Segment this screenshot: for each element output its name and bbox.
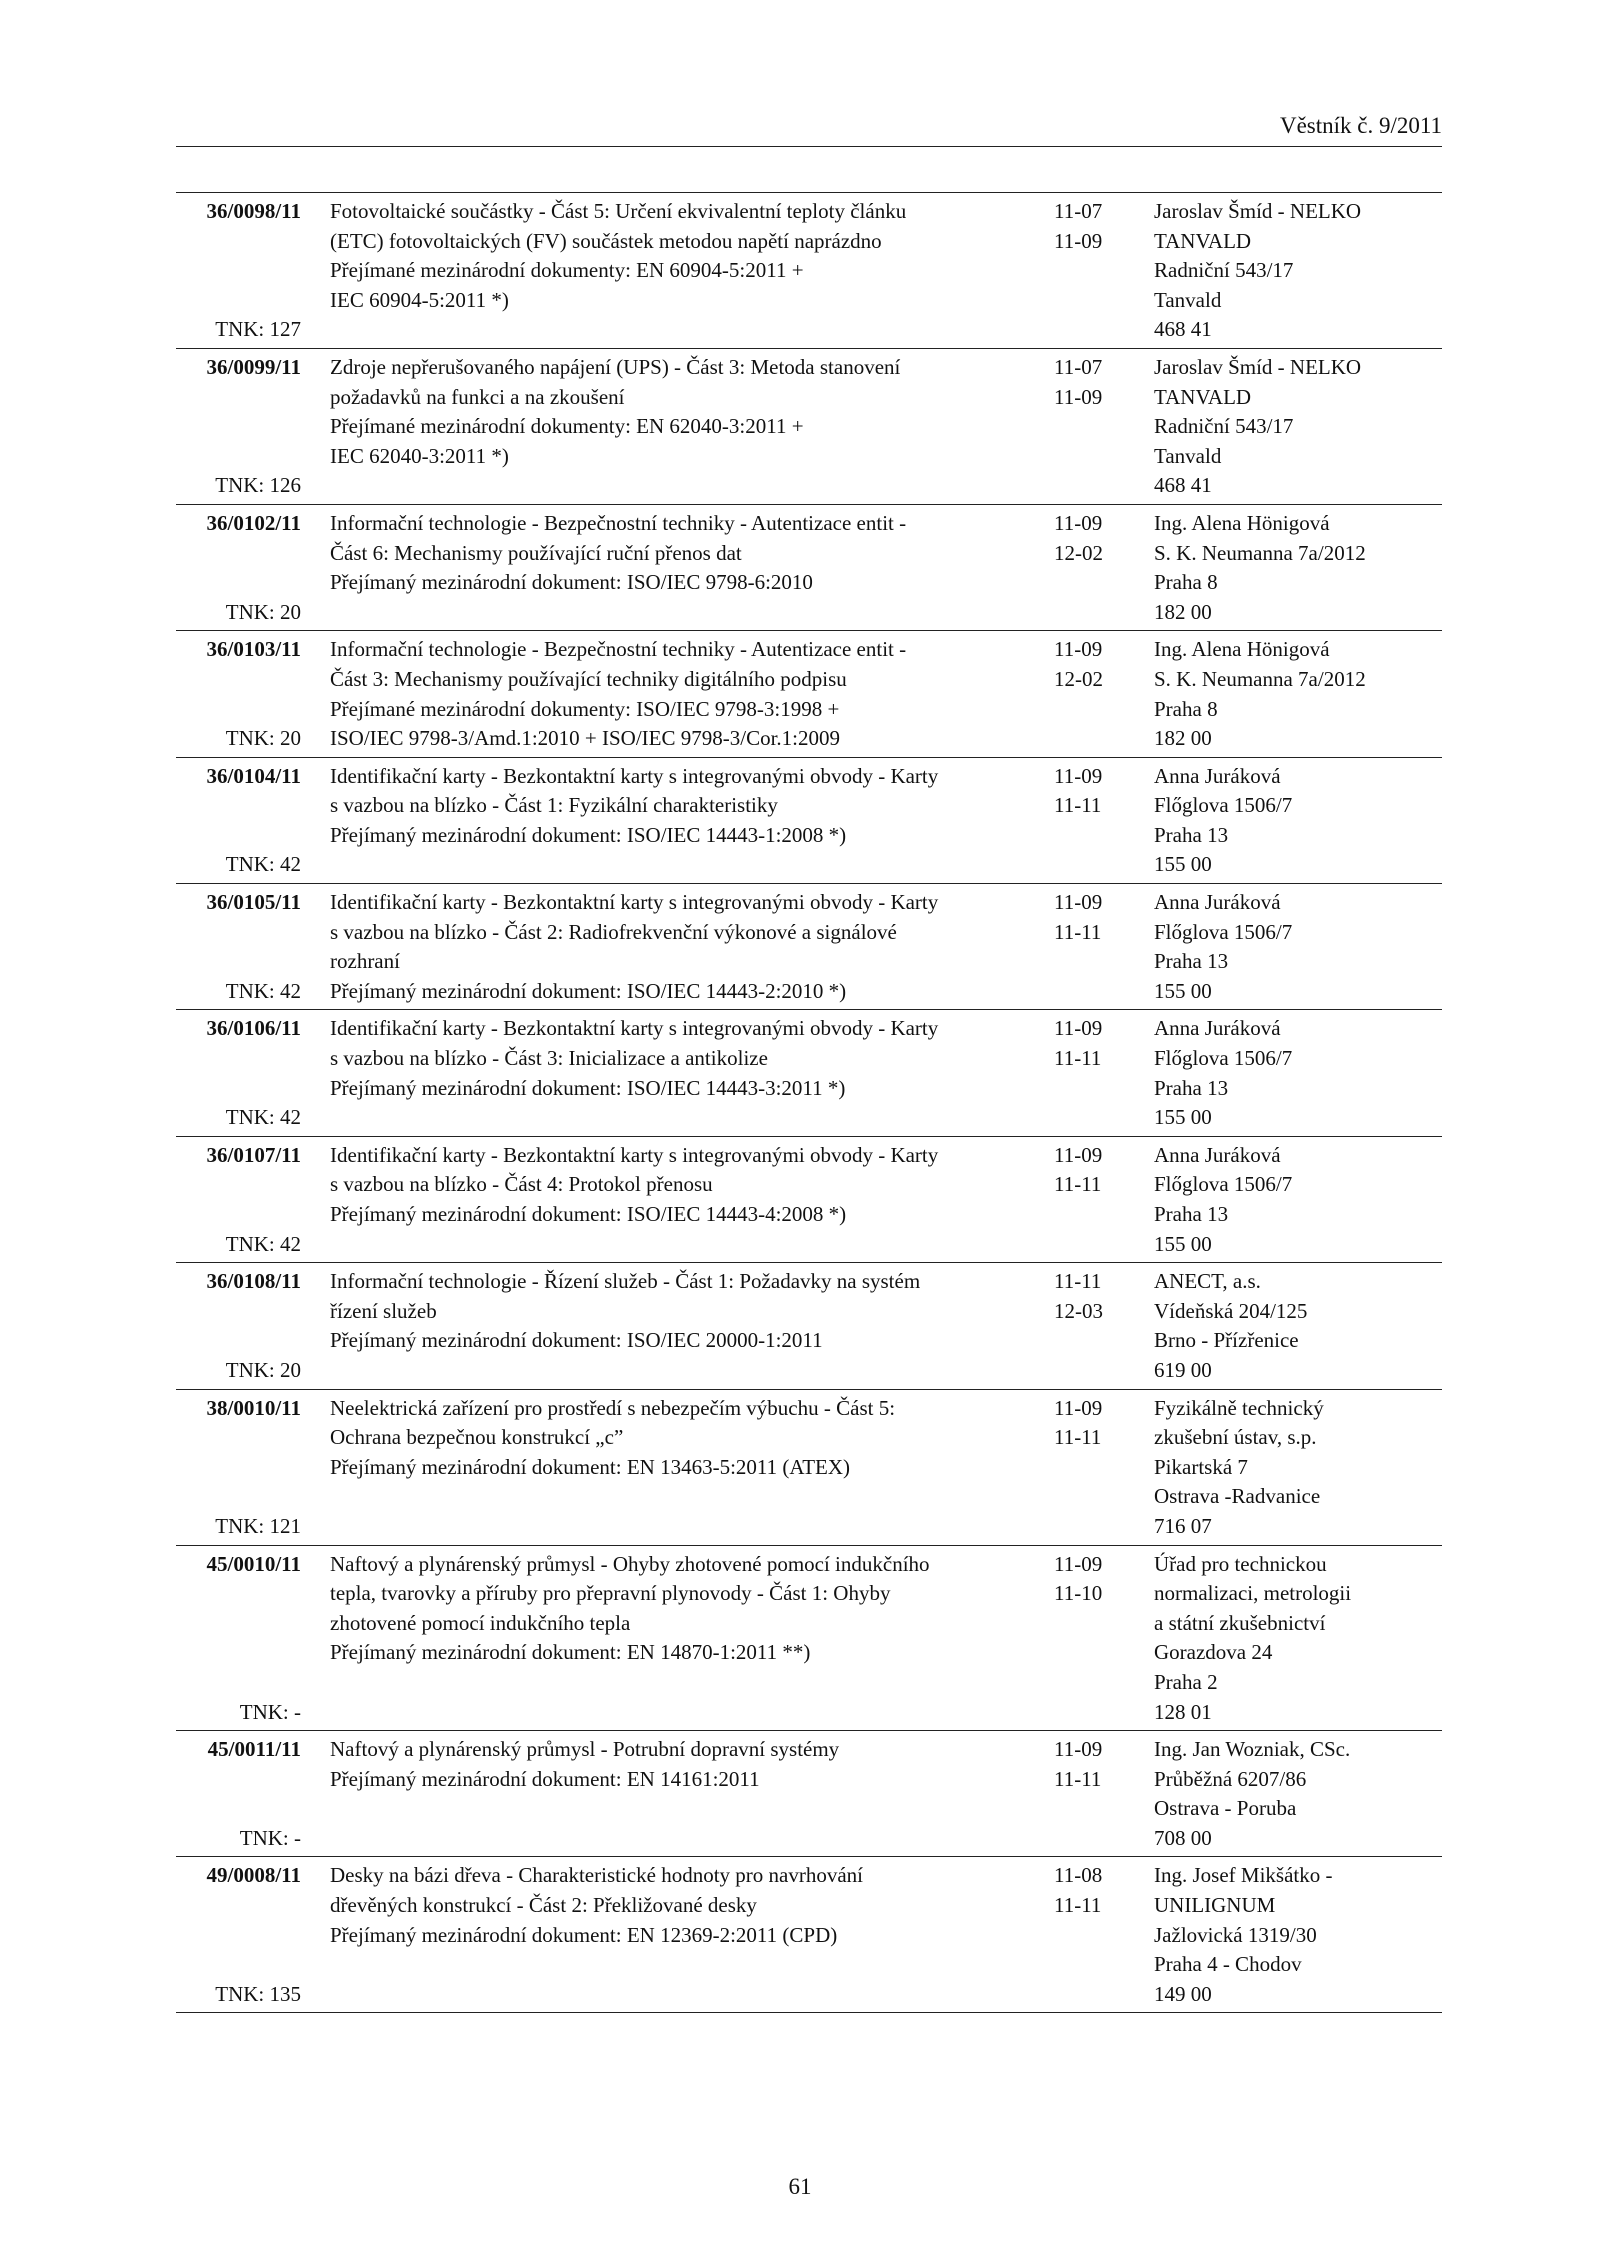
address-line: Jažlovická 1319/30 bbox=[1154, 1922, 1317, 1947]
title-line: Naftový a plynárenský průmysl - Potrubní dopravní systémy bbox=[330, 1737, 840, 1762]
standard-id-cell bbox=[176, 1141, 301, 1259]
title-line: IEC 62040-3:2011 *) bbox=[330, 443, 509, 468]
address-line: normalizaci, metrologii bbox=[1154, 1581, 1352, 1606]
date-line: 11-11 bbox=[1054, 793, 1102, 818]
table-row bbox=[176, 884, 1442, 1010]
standard-number: 36/0105/11 bbox=[206, 890, 301, 915]
date-line: 11-11 bbox=[1054, 1893, 1102, 1918]
standard-number: 45/0011/11 bbox=[207, 1737, 301, 1762]
address-line: Ing. Josef Mikšátko - bbox=[1154, 1863, 1333, 1888]
address-line: 619 00 bbox=[1154, 1357, 1212, 1382]
processor-address-cell bbox=[1154, 1735, 1442, 1853]
standard-number: 38/0010/11 bbox=[206, 1395, 301, 1420]
dates-cell bbox=[1054, 635, 1154, 753]
table-row bbox=[176, 505, 1442, 631]
address-line: Flőglova 1506/7 bbox=[1154, 1172, 1293, 1197]
standard-id-cell bbox=[176, 1394, 301, 1542]
table-row bbox=[176, 1137, 1442, 1263]
address-line: 468 41 bbox=[1154, 317, 1212, 342]
date-line: 12-02 bbox=[1054, 666, 1103, 691]
table-row bbox=[176, 349, 1442, 505]
address-line: Praha 4 - Chodov bbox=[1154, 1952, 1302, 1977]
address-line: Praha 13 bbox=[1154, 1202, 1229, 1226]
tnk-label: TNK: 20 bbox=[225, 599, 301, 624]
title-line: Informační technologie - Bezpečnostní techniky - Autentizace entit - bbox=[330, 510, 907, 535]
table-row bbox=[176, 1010, 1442, 1136]
standards-table bbox=[176, 192, 1442, 2013]
standard-title-cell bbox=[330, 1141, 1024, 1259]
title-line: Desky na bázi dřeva - Charakteristické hodnoty pro navrhování bbox=[330, 1863, 863, 1888]
standard-number: 36/0099/11 bbox=[206, 354, 301, 379]
address-line: Praha 13 bbox=[1154, 1075, 1229, 1100]
address-line: UNILIGNUM bbox=[1154, 1893, 1276, 1918]
title-line: Zdroje nepřerušovaného napájení (UPS) - Část 3: Metoda stanovení bbox=[330, 354, 901, 379]
table-row bbox=[176, 193, 1442, 349]
processor-address-cell bbox=[1154, 353, 1442, 501]
dates-cell bbox=[1054, 1267, 1154, 1385]
tnk-label: TNK: 20 bbox=[225, 726, 301, 751]
title-line: požadavků na funkci a na zkoušení bbox=[330, 384, 625, 409]
date-line: 12-03 bbox=[1054, 1298, 1103, 1323]
address-line: ANECT, a.s. bbox=[1154, 1269, 1261, 1294]
title-line: Část 6: Mechanismy používající ruční přenos dat bbox=[330, 540, 742, 565]
standard-number: 49/0008/11 bbox=[206, 1863, 301, 1888]
table-row bbox=[176, 1857, 1442, 2013]
title-line: (ETC) fotovoltaických (FV) součástek metodou napětí naprázdno bbox=[330, 228, 882, 253]
table-row bbox=[176, 1546, 1442, 1732]
title-line: s vazbou na blízko - Část 4: Protokol přenosu bbox=[330, 1172, 713, 1197]
address-line: Flőglova 1506/7 bbox=[1154, 1046, 1293, 1071]
standard-title-cell bbox=[330, 888, 1024, 1006]
date-line: 11-10 bbox=[1054, 1581, 1103, 1606]
address-line: 182 00 bbox=[1154, 599, 1212, 624]
address-line: 128 01 bbox=[1154, 1699, 1212, 1724]
address-line: 708 00 bbox=[1154, 1825, 1212, 1850]
processor-address-cell bbox=[1154, 1550, 1442, 1728]
address-line: Anna Juráková bbox=[1154, 1016, 1281, 1041]
tnk-label: TNK: 126 bbox=[215, 473, 301, 498]
date-line: 11-09 bbox=[1054, 763, 1103, 788]
tnk-label: TNK: 42 bbox=[225, 978, 301, 1003]
dates-cell bbox=[1054, 509, 1154, 627]
address-line: zkušební ústav, s.p. bbox=[1154, 1425, 1317, 1450]
title-line: tepla, tvarovky a příruby pro přepravní plynovody - Část 1: Ohyby bbox=[330, 1581, 891, 1606]
tnk-label: TNK: 20 bbox=[225, 1357, 301, 1382]
title-line: Informační technologie - Řízení služeb - Část 1: Požadavky na systém bbox=[330, 1269, 921, 1294]
standard-title-cell bbox=[330, 1735, 1024, 1853]
address-line: Flőglova 1506/7 bbox=[1154, 919, 1293, 944]
address-line: Fyzikálně technický bbox=[1154, 1395, 1324, 1420]
date-line: 11-11 bbox=[1054, 1172, 1102, 1197]
address-line: Brno - Přízřenice bbox=[1154, 1328, 1299, 1353]
standard-number: 36/0098/11 bbox=[206, 199, 301, 223]
title-line: ISO/IEC 9798-3/Amd.1:2010 + ISO/IEC 9798-3/Cor.1:2009 bbox=[330, 726, 841, 751]
date-line: 11-11 bbox=[1054, 1046, 1102, 1071]
dates-cell bbox=[1054, 353, 1154, 501]
standard-number: 45/0010/11 bbox=[206, 1551, 301, 1576]
title-line: Přejímaný mezinárodní dokument: EN 14870-1:2011 **) bbox=[330, 1640, 811, 1665]
processor-address-cell bbox=[1154, 1394, 1442, 1542]
standard-number: 36/0108/11 bbox=[206, 1269, 301, 1294]
title-line: zhotovené pomocí indukčního tepla bbox=[330, 1610, 631, 1635]
standard-number: 36/0107/11 bbox=[206, 1142, 301, 1167]
address-line: Radniční 543/17 bbox=[1154, 414, 1294, 439]
tnk-label: TNK: 121 bbox=[215, 1513, 301, 1538]
processor-address-cell bbox=[1154, 1861, 1442, 2009]
address-line: Flőglova 1506/7 bbox=[1154, 793, 1293, 818]
address-line: Ostrava - Poruba bbox=[1154, 1796, 1297, 1821]
address-line: Praha 8 bbox=[1154, 696, 1218, 721]
title-line: Neelektrická zařízení pro prostředí s nebezpečím výbuchu - Část 5: bbox=[330, 1395, 896, 1420]
processor-address-cell bbox=[1154, 762, 1442, 880]
title-line: Ochrana bezpečnou konstrukcí „c” bbox=[330, 1425, 624, 1450]
standard-id-cell bbox=[176, 1735, 301, 1853]
address-line: Praha 13 bbox=[1154, 822, 1229, 847]
standard-title-cell bbox=[330, 1014, 1024, 1132]
date-line: 11-09 bbox=[1054, 1551, 1103, 1576]
title-line: Přejímaný mezinárodní dokument: ISO/IEC 14443-1:2008 *) bbox=[330, 822, 847, 847]
standard-id-cell bbox=[176, 1861, 301, 2009]
address-line: Vídeňská 204/125 bbox=[1154, 1298, 1308, 1323]
address-line: Praha 13 bbox=[1154, 949, 1229, 974]
date-line: 11-09 bbox=[1054, 890, 1103, 915]
standard-id-cell bbox=[176, 635, 301, 753]
address-line: 155 00 bbox=[1154, 852, 1212, 877]
address-line: Praha 2 bbox=[1154, 1669, 1218, 1694]
title-line: Část 3: Mechanismy používající techniky digitálního podpisu bbox=[330, 666, 847, 691]
table-row bbox=[176, 1731, 1442, 1857]
tnk-label: TNK: 135 bbox=[215, 1981, 301, 2006]
standard-title-cell bbox=[330, 762, 1024, 880]
address-line: TANVALD bbox=[1154, 228, 1252, 253]
address-line: Ing. Alena Hönigová bbox=[1154, 637, 1330, 662]
standard-number: 36/0102/11 bbox=[206, 510, 301, 535]
date-line: 11-09 bbox=[1054, 384, 1103, 409]
address-line: Anna Juráková bbox=[1154, 1142, 1281, 1167]
page-number: 61 bbox=[788, 2174, 812, 2199]
address-line: 468 41 bbox=[1154, 473, 1212, 498]
standard-id-cell bbox=[176, 1550, 301, 1728]
title-line: Přejímaný mezinárodní dokument: EN 12369-2:2011 (CPD) bbox=[330, 1922, 838, 1947]
address-line: 155 00 bbox=[1154, 978, 1212, 1003]
standard-id-cell bbox=[176, 1014, 301, 1132]
title-line: Informační technologie - Bezpečnostní techniky - Autentizace entit - bbox=[330, 637, 907, 662]
address-line: 716 07 bbox=[1154, 1513, 1212, 1538]
date-line: 11-11 bbox=[1054, 1269, 1102, 1294]
dates-cell bbox=[1054, 1141, 1154, 1259]
address-line: Ing. Jan Wozniak, CSc. bbox=[1154, 1737, 1351, 1762]
processor-address-cell bbox=[1154, 635, 1442, 753]
date-line: 11-09 bbox=[1054, 228, 1103, 253]
standard-title-cell bbox=[330, 635, 1024, 753]
standard-title-cell bbox=[330, 197, 1024, 345]
title-line: Identifikační karty - Bezkontaktní karty s integrovanými obvody - Karty bbox=[330, 763, 939, 788]
tnk-label: TNK: 42 bbox=[225, 852, 301, 877]
dates-cell bbox=[1054, 1735, 1154, 1853]
tnk-label: TNK: - bbox=[239, 1699, 301, 1724]
title-line: s vazbou na blízko - Část 2: Radiofrekvenční výkonové a signálové bbox=[330, 919, 897, 944]
standard-number: 36/0106/11 bbox=[206, 1016, 301, 1041]
date-line: 11-09 bbox=[1054, 1737, 1103, 1762]
standard-title-cell bbox=[330, 1394, 1024, 1542]
address-line: Gorazdova 24 bbox=[1154, 1640, 1273, 1665]
table-row bbox=[176, 1263, 1442, 1389]
title-line: Identifikační karty - Bezkontaktní karty s integrovanými obvody - Karty bbox=[330, 1016, 939, 1041]
standard-title-cell bbox=[330, 509, 1024, 627]
address-line: Pikartská 7 bbox=[1154, 1454, 1248, 1479]
title-line: s vazbou na blízko - Část 3: Inicializace a antikolize bbox=[330, 1046, 768, 1071]
title-line: Identifikační karty - Bezkontaktní karty s integrovanými obvody - Karty bbox=[330, 890, 939, 915]
title-line: řízení služeb bbox=[330, 1298, 437, 1323]
standard-id-cell bbox=[176, 888, 301, 1006]
standard-title-cell bbox=[330, 1267, 1024, 1385]
standard-number: 36/0103/11 bbox=[206, 637, 301, 662]
title-line: dřevěných konstrukcí - Část 2: Překližované desky bbox=[330, 1893, 757, 1918]
processor-address-cell bbox=[1154, 1267, 1442, 1385]
title-line: rozhraní bbox=[330, 949, 400, 974]
address-line: TANVALD bbox=[1154, 384, 1252, 409]
address-line: Průběžná 6207/86 bbox=[1154, 1766, 1307, 1791]
address-line: 149 00 bbox=[1154, 1981, 1212, 2006]
date-line: 11-11 bbox=[1054, 1425, 1102, 1450]
address-line: Ostrava -Radvanice bbox=[1154, 1484, 1321, 1509]
standard-id-cell bbox=[176, 762, 301, 880]
table-row bbox=[176, 1390, 1442, 1546]
processor-address-cell bbox=[1154, 509, 1442, 627]
address-line: Jaroslav Šmíd - NELKO bbox=[1154, 199, 1362, 223]
address-line: Ing. Alena Hönigová bbox=[1154, 510, 1330, 535]
tnk-label: TNK: 42 bbox=[225, 1231, 301, 1256]
date-line: 11-11 bbox=[1054, 1766, 1102, 1791]
standard-number: 36/0104/11 bbox=[206, 763, 301, 788]
date-line: 11-09 bbox=[1054, 1016, 1103, 1041]
address-line: Anna Juráková bbox=[1154, 763, 1281, 788]
date-line: 11-08 bbox=[1054, 1863, 1103, 1888]
header-rule bbox=[176, 146, 1442, 147]
standard-id-cell bbox=[176, 509, 301, 627]
dates-cell bbox=[1054, 197, 1154, 345]
title-line: Přejímaný mezinárodní dokument: EN 13463-5:2011 (ATEX) bbox=[330, 1454, 851, 1479]
processor-address-cell bbox=[1154, 1141, 1442, 1259]
title-line: Naftový a plynárenský průmysl - Ohyby zhotovené pomocí indukčního bbox=[330, 1551, 930, 1576]
title-line: IEC 60904-5:2011 *) bbox=[330, 287, 509, 312]
standard-id-cell bbox=[176, 197, 301, 345]
address-line: Úřad pro technickou bbox=[1154, 1551, 1327, 1576]
date-line: 11-09 bbox=[1054, 1142, 1103, 1167]
tnk-label: TNK: - bbox=[239, 1825, 301, 1850]
address-line: Praha 8 bbox=[1154, 570, 1218, 595]
title-line: Přejímaný mezinárodní dokument: ISO/IEC 9798-6:2010 bbox=[330, 570, 813, 595]
title-line: Identifikační karty - Bezkontaktní karty s integrovanými obvody - Karty bbox=[330, 1142, 939, 1167]
standard-id-cell bbox=[176, 353, 301, 501]
title-line: s vazbou na blízko - Část 1: Fyzikální charakteristiky bbox=[330, 793, 778, 818]
processor-address-cell bbox=[1154, 888, 1442, 1006]
title-line: Přejímané mezinárodní dokumenty: EN 60904-5:2011 + bbox=[330, 258, 804, 283]
dates-cell bbox=[1054, 762, 1154, 880]
date-line: 11-09 bbox=[1054, 1395, 1103, 1420]
standard-title-cell bbox=[330, 1861, 1024, 2009]
standard-id-cell bbox=[176, 1267, 301, 1385]
dates-cell bbox=[1054, 888, 1154, 1006]
title-line: Přejímané mezinárodní dokumenty: EN 62040-3:2011 + bbox=[330, 414, 804, 439]
dates-cell bbox=[1054, 1550, 1154, 1728]
title-line: Fotovoltaické součástky - Část 5: Určení ekvivalentní teploty článku bbox=[330, 199, 907, 223]
address-line: Tanvald bbox=[1154, 287, 1222, 312]
standard-title-cell bbox=[330, 1550, 1024, 1728]
title-line: Přejímaný mezinárodní dokument: ISO/IEC 14443-2:2010 *) bbox=[330, 978, 847, 1003]
address-line: Radniční 543/17 bbox=[1154, 258, 1294, 283]
page-header-title: Věstník č. 9/2011 bbox=[1279, 113, 1442, 138]
address-line: 182 00 bbox=[1154, 726, 1212, 751]
dates-cell bbox=[1054, 1861, 1154, 2009]
standard-title-cell bbox=[330, 353, 1024, 501]
tnk-label: TNK: 127 bbox=[215, 317, 301, 342]
title-line: Přejímaný mezinárodní dokument: EN 14161:2011 bbox=[330, 1766, 760, 1791]
address-line: S. K. Neumanna 7a/2012 bbox=[1154, 666, 1366, 691]
address-line: 155 00 bbox=[1154, 1231, 1212, 1256]
date-line: 11-07 bbox=[1054, 199, 1103, 223]
processor-address-cell bbox=[1154, 197, 1442, 345]
title-line: Přejímané mezinárodní dokumenty: ISO/IEC 9798-3:1998 + bbox=[330, 696, 840, 721]
date-line: 11-09 bbox=[1054, 510, 1103, 535]
table-row bbox=[176, 631, 1442, 757]
date-line: 11-07 bbox=[1054, 354, 1103, 379]
title-line: Přejímaný mezinárodní dokument: ISO/IEC 20000-1:2011 bbox=[330, 1328, 823, 1353]
processor-address-cell bbox=[1154, 1014, 1442, 1132]
date-line: 11-11 bbox=[1054, 919, 1102, 944]
address-line: Jaroslav Šmíd - NELKO bbox=[1154, 354, 1362, 379]
address-line: Tanvald bbox=[1154, 443, 1222, 468]
title-line: Přejímaný mezinárodní dokument: ISO/IEC 14443-4:2008 *) bbox=[330, 1202, 847, 1226]
date-line: 11-09 bbox=[1054, 637, 1103, 662]
tnk-label: TNK: 42 bbox=[225, 1105, 301, 1130]
address-line: S. K. Neumanna 7a/2012 bbox=[1154, 540, 1366, 565]
address-line: 155 00 bbox=[1154, 1105, 1212, 1130]
dates-cell bbox=[1054, 1014, 1154, 1132]
table-row bbox=[176, 758, 1442, 884]
title-line: Přejímaný mezinárodní dokument: ISO/IEC 14443-3:2011 *) bbox=[330, 1075, 846, 1100]
dates-cell bbox=[1054, 1394, 1154, 1542]
address-line: a státní zkušebnictví bbox=[1154, 1610, 1326, 1635]
address-line: Anna Juráková bbox=[1154, 890, 1281, 915]
date-line: 12-02 bbox=[1054, 540, 1103, 565]
